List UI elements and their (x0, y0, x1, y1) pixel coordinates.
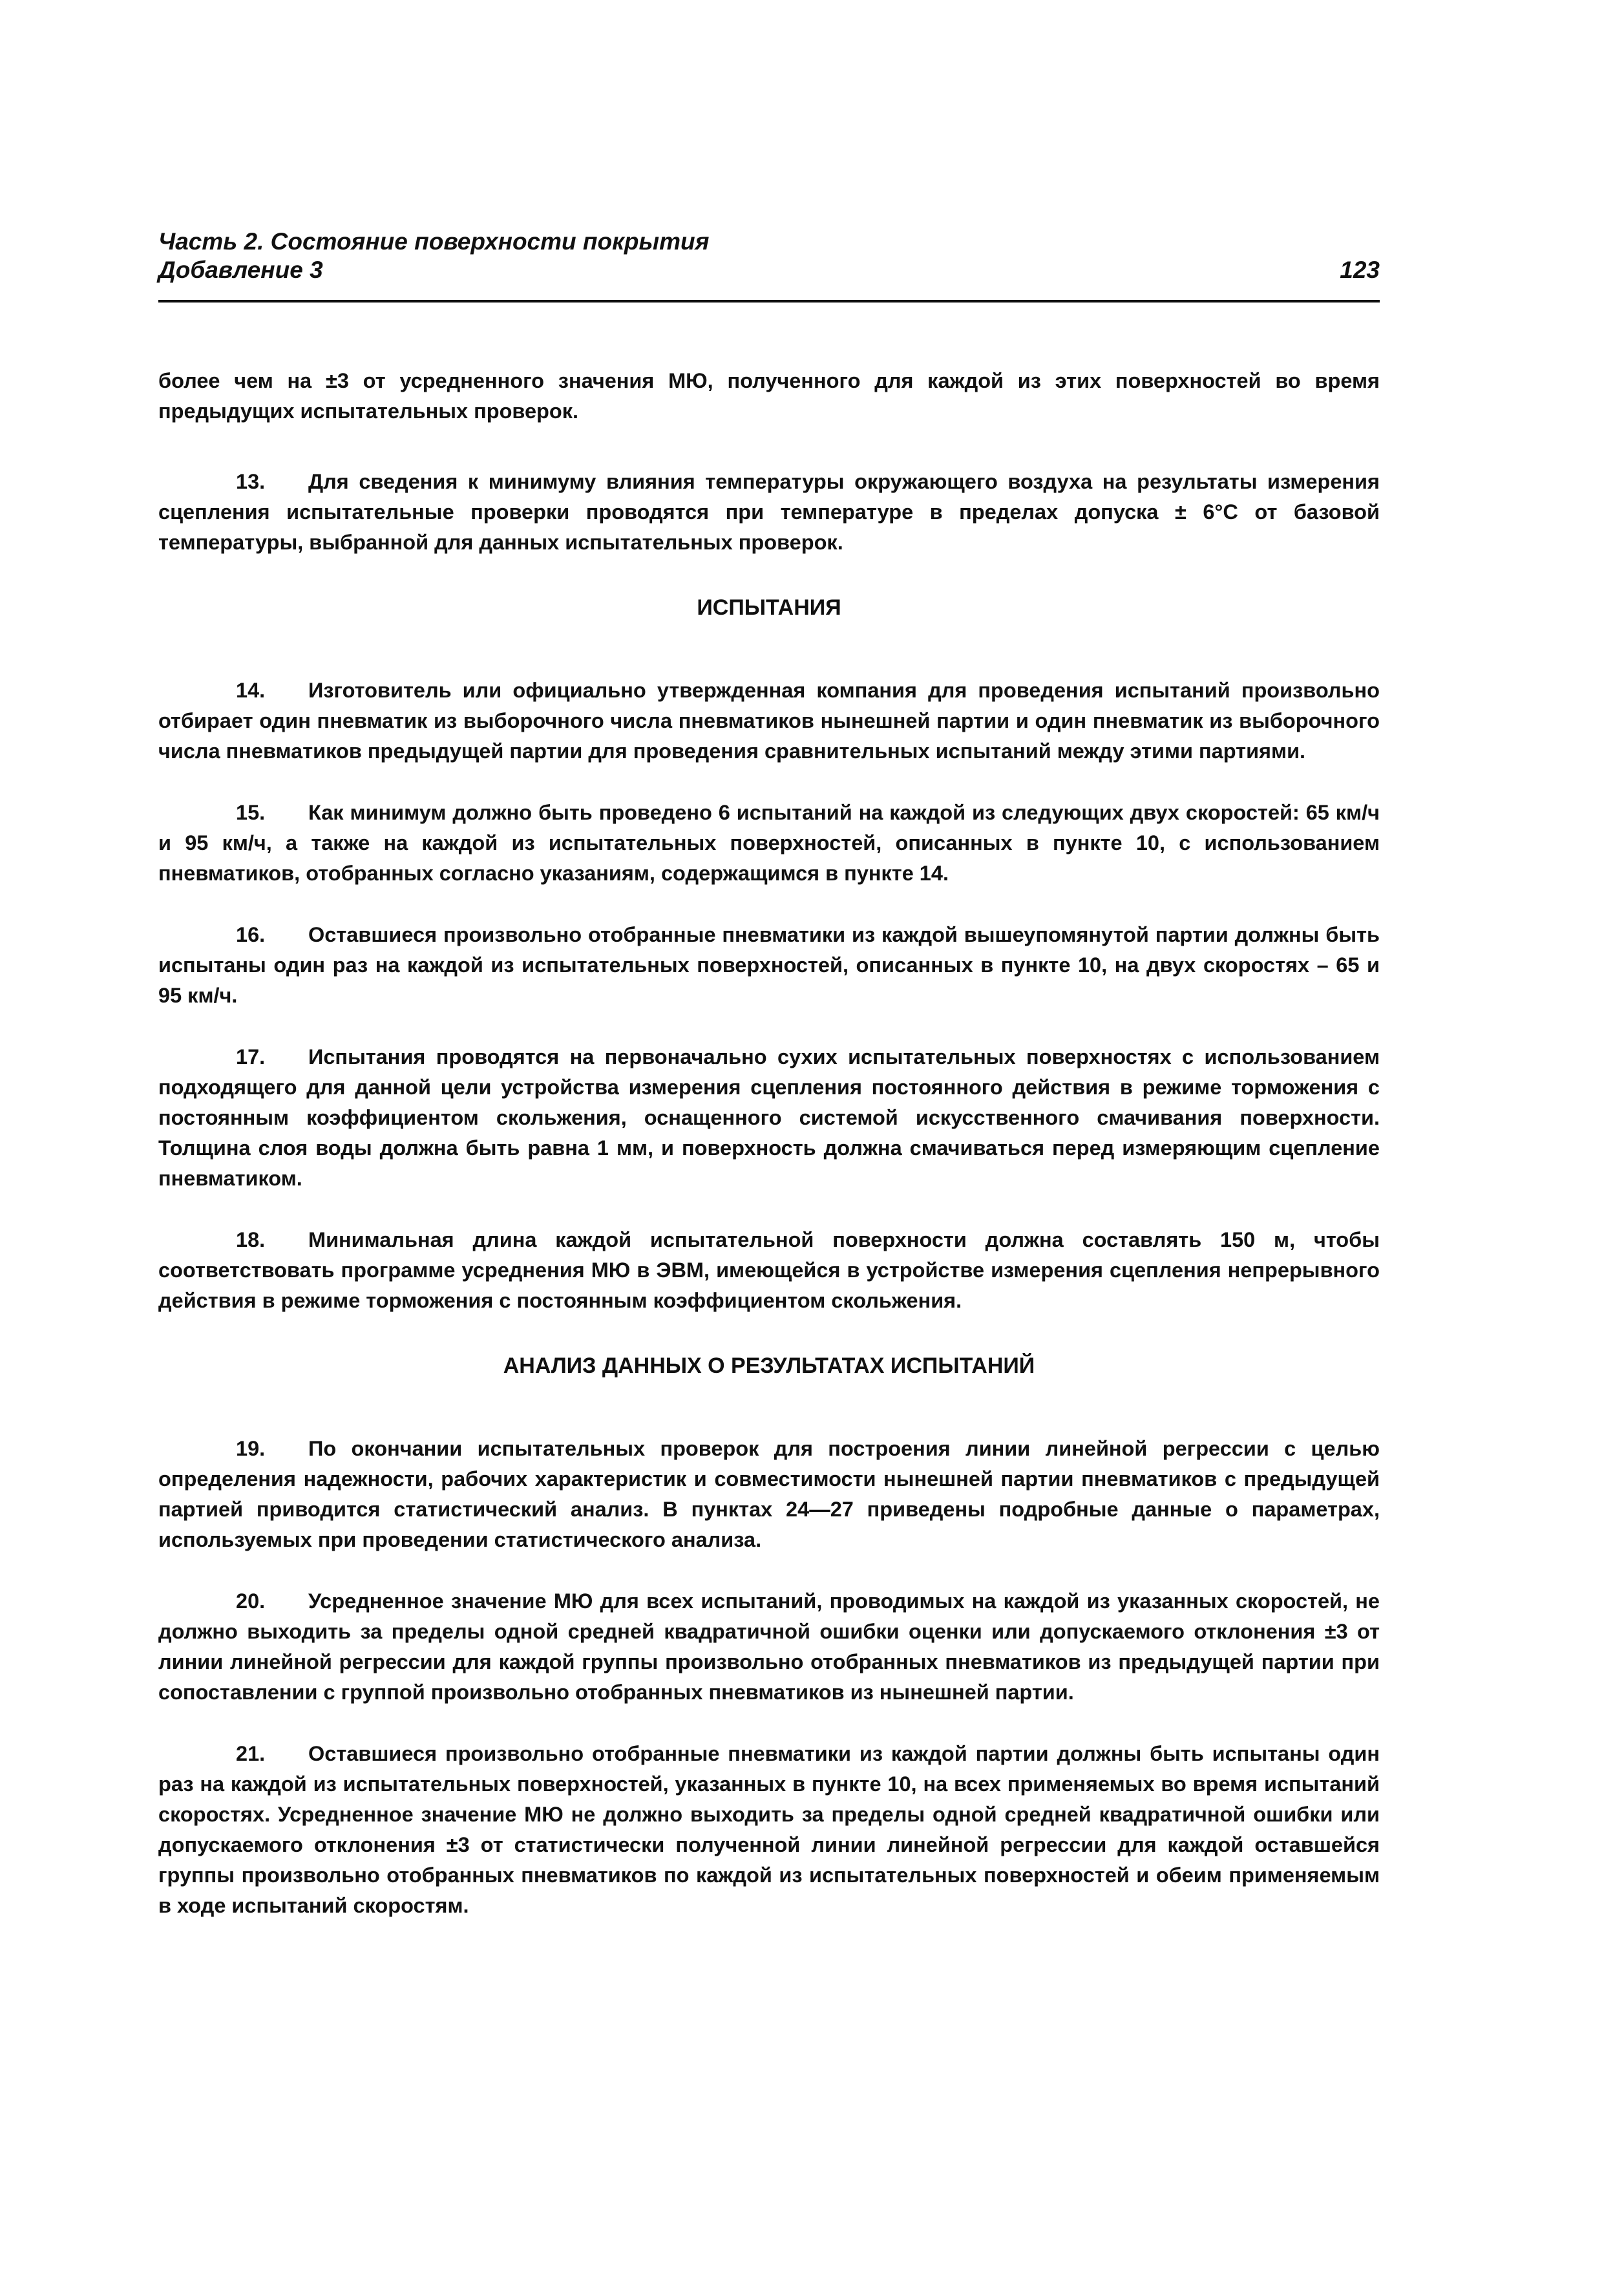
paragraph-text: Испытания проводятся на первоначально сухих испытательных поверхностях с использованием подходящего для данной цели устройства измерения сцепления постоянного действия в режиме торможения с постоянным коэффициентом скольжения, оснащенного системой искусственного смачивания поверхности. Толщина слоя воды должна быть равна 1 мм, и поверхность должна смачиваться перед измеряющим сцепление пневматиком. (158, 1045, 1380, 1190)
continued-paragraph: более чем на ±3 от усредненного значения МЮ, полученного для каждой из этих поверхностей во время предыдущих испытательных проверок. (158, 369, 1380, 423)
paragraph-number: 13. (236, 470, 266, 493)
paragraph-number: 19. (236, 1437, 266, 1460)
paragraph-number: 20. (236, 1589, 266, 1613)
header-rule (158, 300, 1380, 303)
paragraph-20 (158, 1586, 1380, 1708)
paragraph-text: Минимальная длина каждой испытательной поверхности должна составлять 150 м, чтобы соответствовать программе усреднения МЮ в ЭВМ, имеющейся в устройстве измерения сцепления непрерывного действия в режиме торможения с постоянным коэффициентом скольжения. (158, 1228, 1380, 1312)
paragraph-text: По окончании испытательных проверок для построения линии линейной регрессии с целью определения надежности, рабочих характеристик и совместимости нынешней партии пневматиков с предыдущей партией приводится статистический анализ. В пунктах 24—27 приведены подробные данные о параметрах, используемых при проведении статистического анализа. (158, 1437, 1380, 1551)
paragraph-15 (158, 798, 1380, 889)
paragraph-13 (158, 467, 1380, 558)
page-number: 123 (1340, 257, 1380, 283)
paragraph-text: Как минимум должно быть проведено 6 испытаний на каждой из следующих двух скоростей: 65 км/ч и 95 км/ч, а также на каждой из испытательных поверхностей, описанных в пункте 10, с использованием пневматиков, отобранных согласно указаниям, содержащимся в пункте 14. (158, 801, 1380, 885)
paragraph-18 (158, 1225, 1380, 1316)
paragraph-number: 21. (236, 1742, 266, 1765)
body-text (158, 366, 1380, 1952)
paragraph-17 (158, 1042, 1380, 1194)
paragraph-text: Изготовитель или официально утвержденная компания для проведения испытаний произвольно отбирает один пневматик из выборочного числа пневматиков нынешней партии и один пневматик из выборочного числа пневматиков предыдущей партии для проведения сравнительных испытаний между этими партиями. (158, 679, 1380, 763)
paragraph-number: 18. (236, 1228, 266, 1251)
page-header (158, 228, 1380, 284)
paragraph-text: Оставшиеся произвольно отобранные пневматики из каждой вышеупомянутой партии должны быть испытаны один раз на каждой из испытательных поверхностей, описанных в пункте 10, на двух скоростях – 65 и 95 км/ч. (158, 923, 1380, 1007)
paragraph-number: 16. (236, 923, 266, 946)
appendix-label: Добавление 3 (158, 257, 323, 283)
paragraph-number: 15. (236, 801, 266, 824)
paragraph-19 (158, 1434, 1380, 1555)
paragraph-16 (158, 920, 1380, 1011)
paragraph-text: Для сведения к минимуму влияния температуры окружающего воздуха на результаты измерения сцепления испытательные проверки проводятся при температуре в пределах допуска ± 6°С от базовой температуры, выбранной для данных испытательных проверок. (158, 470, 1380, 554)
paragraph-text: Оставшиеся произвольно отобранные пневматики из каждой партии должны быть испытаны один раз на каждой из испытательных поверхностей, указанных в пункте 10, на всех применяемых во время испытаний скоростях. Усредненное значение МЮ не должно выходить за пределы одной средней квадратичной ошибки или допускаемого отклонения ±3 от статистически полученной линии линейной регрессии для каждой оставшейся группы произвольно отобранных пневматиков по каждой из испытательных поверхностей и обеим применяемым в ходе испытаний скоростям. (158, 1742, 1380, 1917)
running-title: Часть 2. Состояние поверхности покрытия (158, 228, 710, 255)
section-heading-analysis: АНАЛИЗ ДАННЫХ О РЕЗУЛЬТАТАХ ИСПЫТАНИЙ (503, 1354, 1035, 1378)
paragraph-number: 17. (236, 1045, 266, 1068)
paragraph-text: Усредненное значение МЮ для всех испытаний, проводимых на каждой из указанных скоростей, не должно выходить за пределы одной средней квадратичной ошибки оценки или допускаемого отклонения ±3 от линии линейной регрессии для каждой группы произвольно отобранных пневматиков из предыдущей партии при сопоставлении с группой произвольно отобранных пневматиков из нынешней партии. (158, 1589, 1380, 1704)
section-heading-tests: ИСПЫТАНИЯ (697, 595, 841, 620)
paragraph-21 (158, 1739, 1380, 1921)
paragraph-14 (158, 675, 1380, 767)
paragraph-number: 14. (236, 679, 266, 702)
